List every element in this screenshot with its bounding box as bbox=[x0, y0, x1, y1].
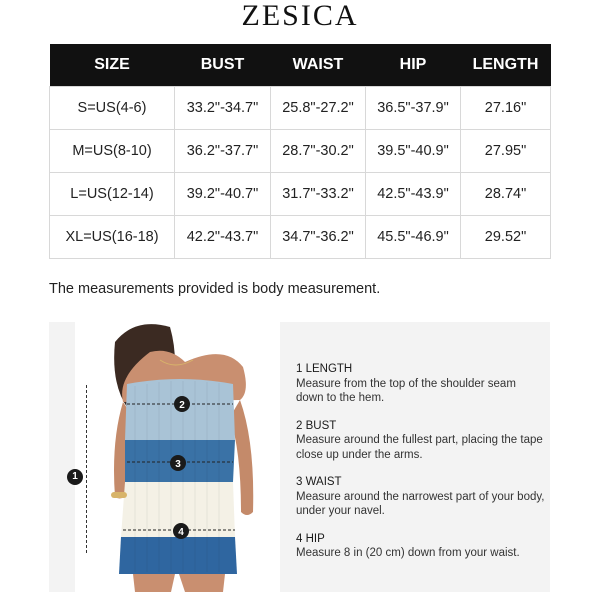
size-chart-table bbox=[49, 44, 551, 259]
cell-size: S=US(4-6) bbox=[50, 86, 175, 129]
cell-waist: 31.7"-33.2" bbox=[271, 172, 366, 215]
brand-logo: ZESICA bbox=[241, 0, 359, 32]
instruction-text: Measure from the top of the shoulder seam down to the hem. bbox=[296, 377, 516, 404]
cell-waist: 28.7"-30.2" bbox=[271, 129, 366, 172]
marker-bust bbox=[174, 396, 190, 412]
cell-size: M=US(8-10) bbox=[50, 129, 175, 172]
length-guide-line bbox=[86, 385, 87, 553]
cell-length: 27.16" bbox=[461, 86, 551, 129]
cell-hip: 45.5"-46.9" bbox=[366, 215, 461, 258]
header-size: SIZE bbox=[50, 44, 175, 86]
instruction-title: 2 BUST bbox=[296, 419, 337, 432]
instruction-text: Measure around the fullest part, placing the tape close up under the arms. bbox=[296, 434, 543, 461]
instruction-title: 1 LENGTH bbox=[296, 363, 353, 375]
marker-length: 1 bbox=[67, 469, 83, 485]
instruction-text: Measure around the narrowest part of your body, under your navel. bbox=[296, 490, 545, 517]
cell-bust: 42.2"-43.7" bbox=[175, 215, 271, 258]
cell-length: 29.52" bbox=[461, 215, 551, 258]
cell-waist: 25.8"-27.2" bbox=[271, 86, 366, 129]
instruction-hip bbox=[296, 532, 546, 561]
measurement-instructions bbox=[296, 362, 546, 574]
cell-size: L=US(12-14) bbox=[50, 172, 175, 215]
header-waist: WAIST bbox=[271, 44, 366, 86]
table-row bbox=[50, 129, 551, 172]
instruction-text: Measure 8 in (20 cm) down from your waist. bbox=[296, 547, 520, 559]
model-photo bbox=[75, 322, 280, 592]
cell-hip: 36.5"-37.9" bbox=[366, 86, 461, 129]
instruction-length bbox=[296, 362, 546, 406]
table-header-row bbox=[50, 44, 551, 86]
cell-bust: 39.2"-40.7" bbox=[175, 172, 271, 215]
marker-4-label: 4 bbox=[178, 527, 184, 538]
header-hip: HIP bbox=[366, 44, 461, 86]
table-row bbox=[50, 86, 551, 129]
header-length: LENGTH bbox=[461, 44, 551, 86]
cell-bust: 33.2"-34.7" bbox=[175, 86, 271, 129]
cell-length: 28.74" bbox=[461, 172, 551, 215]
measurement-note: The measurements provided is body measurement. bbox=[49, 281, 381, 297]
table-row bbox=[50, 215, 551, 258]
model-illustration bbox=[75, 322, 280, 592]
cell-waist: 34.7"-36.2" bbox=[271, 215, 366, 258]
cell-bust: 36.2"-37.7" bbox=[175, 129, 271, 172]
instruction-title: 4 HIP bbox=[296, 532, 325, 545]
header-bust: BUST bbox=[175, 44, 271, 86]
cell-hip: 39.5"-40.9" bbox=[366, 129, 461, 172]
marker-3-label: 3 bbox=[175, 459, 181, 470]
marker-2-label: 2 bbox=[179, 400, 185, 411]
marker-hip bbox=[173, 523, 189, 539]
instruction-title: 3 WAIST bbox=[296, 476, 342, 488]
instruction-waist bbox=[296, 475, 546, 519]
marker-waist bbox=[170, 455, 186, 471]
cell-length: 27.95" bbox=[461, 129, 551, 172]
cell-size: XL=US(16-18) bbox=[50, 215, 175, 258]
cell-hip: 42.5"-43.9" bbox=[366, 172, 461, 215]
table-row bbox=[50, 172, 551, 215]
instruction-bust bbox=[296, 419, 546, 463]
